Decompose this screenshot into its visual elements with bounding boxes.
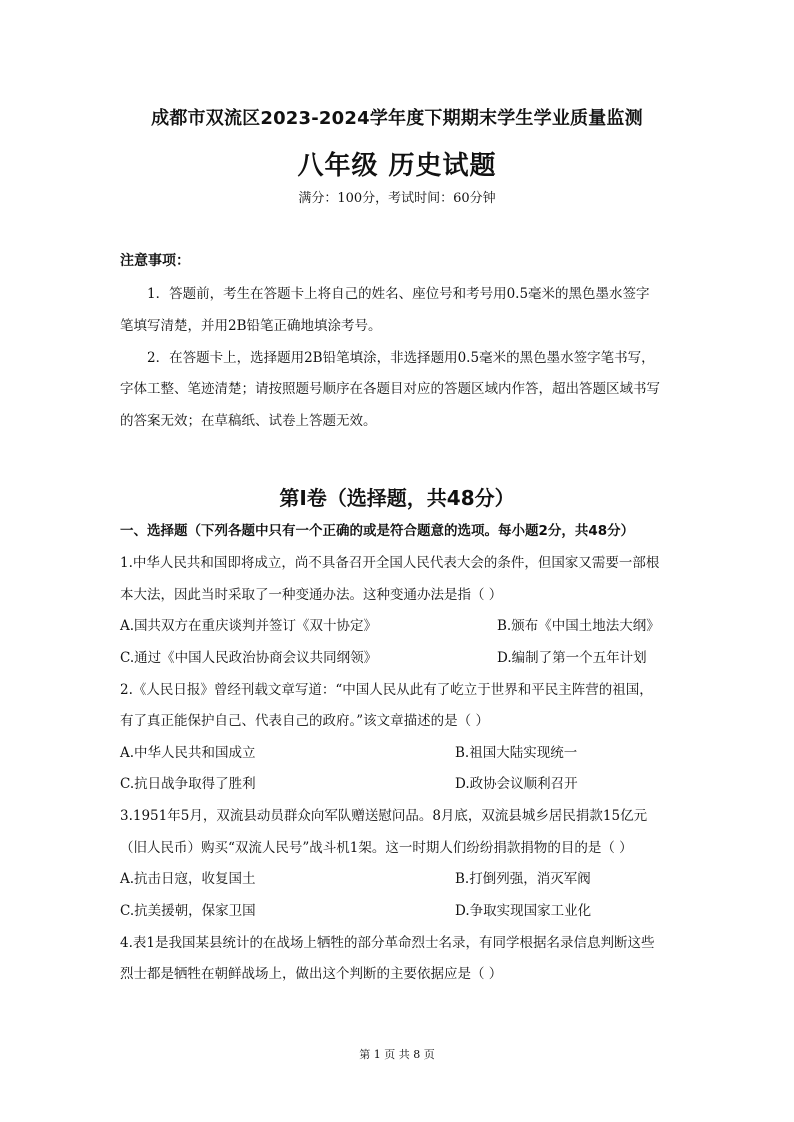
question-3-option-b: B.打倒列强，消灭军阀 [455, 871, 591, 887]
page-footer: 第 1 页 共 8 页 [359, 1048, 435, 1061]
question-3-option-a: A.抗击日寇，收复国土 [120, 871, 256, 887]
question-3-option-c: C.抗美援朝，保家卫国 [120, 903, 256, 919]
notice-line: 字体工整、笔迹清楚；请按照题号顺序在各题目对应的答题区域内作答，超出答题区域书写 [120, 381, 660, 397]
notice-line: 2．在答题卡上，选择题用2B铅笔填涂，非选择题用0.5毫米的黑色墨水签字笔书写， [147, 350, 655, 366]
notice-line: 的答案无效；在草稿纸、试卷上答题无效。 [120, 413, 377, 429]
question-1-option-c: C.通过《中国人民政治协商会议共同纲领》 [120, 650, 378, 666]
question-1-line: 1.中华人民共和国即将成立，尚不具备召开全国人民代表大会的条件，但国家又需要一部根 [120, 555, 660, 571]
notice-line: 笔填写清楚，并用2B铅笔正确地填涂考号。 [120, 318, 382, 334]
question-3-line: 3.1951年5月，双流县动员群众向军队赠送慰问品。8月底，双流县城乡居民捐款15亿元 [120, 808, 648, 824]
exam-info: 满分：100分，考试时间：60分钟 [298, 191, 496, 206]
notice-heading: 注意事项： [120, 253, 190, 269]
question-2-line: 有了真正能保护自己、代表自己的政府。”该文章描述的是（ ） [120, 713, 489, 729]
question-3-line: （旧人民币）购买“双流人民号”战斗机1架。这一时期人们纷纷捐款捐物的目的是（ ） [120, 840, 633, 856]
notice-line: 1．答题前，考生在答题卡上将自己的姓名、座位号和考号用0.5毫米的黑色墨水签字 [147, 286, 650, 302]
question-2-option-a: A.中华人民共和国成立 [120, 745, 256, 761]
question-2-option-b: B.祖国大陆实现统一 [455, 745, 578, 761]
section-title: 第Ⅰ卷（选择题，共48分） [279, 486, 515, 510]
question-1-option-d: D.编制了第一个五年计划 [497, 650, 647, 666]
exam-subtitle: 八年级 历史试题 [297, 151, 497, 181]
question-2-line: 2.《人民日报》曾经刊载文章写道：“中国人民从此有了屹立于世界和平民主阵营的祖国， [120, 682, 653, 698]
part-heading: 一、选择题（下列各题中只有一个正确的或是符合题意的选项。每小题2分，共48分） [120, 523, 635, 539]
question-1-option-b: B.颁布《中国土地法大纲》 [497, 618, 660, 634]
question-2-option-d: D.政协会议顺利召开 [455, 776, 578, 792]
question-1-option-a: A.国共双方在重庆谈判并签订《双十协定》 [120, 618, 378, 634]
question-4-line: 烈士都是牺牲在朝鲜战场上，做出这个判断的主要依据应是（ ） [120, 966, 503, 982]
question-4-line: 4.表1是我国某县统计的在战场上牺牲的部分革命烈士名录，有同学根据名录信息判断这些 [120, 935, 655, 951]
question-2-option-c: C.抗日战争取得了胜利 [120, 776, 256, 792]
question-3-option-d: D.争取实现国家工业化 [455, 903, 592, 919]
question-1-line: 本大法，因此当时采取了一种变通办法。这种变通办法是指（ ） [120, 587, 503, 603]
exam-title: 成都市双流区2023-2024学年度下期期末学生学业质量监测 [151, 108, 643, 129]
